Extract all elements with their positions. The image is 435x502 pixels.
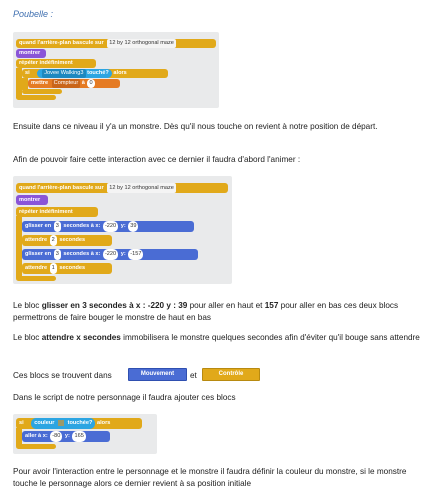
control-category-tag: Contrôle (202, 368, 260, 381)
secs-input: 3 (54, 221, 61, 232)
p5-text-1: Ces blocs se trouvent dans (13, 371, 112, 380)
goto-label: aller à x: (25, 433, 48, 439)
value-input: 0 (89, 80, 93, 86)
secs-input: 3 (54, 249, 61, 260)
paragraph-1: Ensuite dans ce niveau il y'a un monstre. Dès qu'il nous touche on revient à notre position de départ. (13, 122, 378, 131)
x-input: -220 (103, 249, 118, 260)
y-label: y: (64, 433, 70, 439)
paragraph-7: Pour avoir l'interaction entre le personnage et le monstre il faudra définir la couleur du monstre, si le monstre touche le personnage alors ce dernier revient à sa position initiale (13, 467, 407, 488)
wait-secs-input: 2 (50, 235, 57, 246)
backdrop-dropdown: 12 by 12 orthogonal maze (109, 185, 174, 191)
motion-category-tag: Mouvement (128, 368, 187, 381)
script-image-1 (13, 32, 219, 108)
glide-label: glisser en (25, 251, 52, 257)
paragraph-3 (13, 300, 423, 323)
color-touching-condition (31, 418, 95, 429)
script-image-3 (13, 414, 157, 454)
hat-block (16, 39, 216, 48)
touching-condition (37, 69, 112, 78)
y-label: y: (120, 251, 126, 257)
show-block: montrer (16, 49, 46, 58)
glide-mid-label: secondes à x: (63, 223, 101, 229)
p4-text-2: immobilisera le monstre quelques secondes afin d'éviter qu'il bouge sans attendre (120, 333, 420, 342)
section-heading: Poubelle : (13, 9, 54, 19)
p4-text-1: Le bloc (13, 333, 42, 342)
hat-label: quand l'arrière-plan bascule sur (19, 40, 104, 46)
if-bottom (16, 444, 56, 449)
if-label: si (19, 420, 24, 426)
hat-block (16, 183, 228, 193)
forever-block: répéter indéfiniment (16, 207, 98, 217)
wait-block-2 (22, 263, 112, 274)
forever-bottom (16, 95, 56, 100)
then-label: alors (97, 420, 111, 426)
wait-label: attendre (25, 265, 48, 271)
show-block: montrer (16, 195, 48, 205)
script-image-2 (13, 176, 232, 284)
forever-bottom (16, 276, 56, 281)
p5-and-text: et (190, 371, 197, 380)
to-label: à (81, 80, 85, 86)
wait-block-1 (22, 235, 112, 246)
x-input: -220 (103, 221, 118, 232)
if-label: si (25, 70, 30, 76)
variable-dropdown: Compteur (53, 80, 79, 86)
y-input: -157 (128, 249, 143, 260)
color-swatch (58, 420, 64, 426)
if-block (16, 418, 142, 429)
p3-bold-2: 157 (264, 301, 279, 310)
if-block (22, 69, 168, 78)
wait-unit-label: secondes (59, 265, 86, 271)
y-input: 165 (72, 431, 85, 442)
wait-secs-input: 1 (50, 263, 57, 274)
y-label: y: (120, 223, 126, 229)
p4-bold-1: attendre x secondes (41, 333, 121, 342)
forever-block: répéter indéfiniment (16, 59, 96, 68)
wait-unit-label: secondes (59, 237, 86, 243)
p3-text-1: Le bloc (13, 301, 42, 310)
paragraph-4 (13, 332, 423, 344)
paragraph-6: Dans le script de notre personnage il faudra ajouter ces blocs (13, 393, 236, 402)
p3-text-2: pour aller en haut et (187, 301, 265, 310)
color-label: couleur (34, 420, 55, 426)
set-label: mettre (31, 80, 49, 86)
x-input: -80 (50, 431, 62, 442)
p3-text-3: pour aller en bas ces deux blocs permettrons de faire bouger le monstre de haut en bas (13, 301, 399, 322)
if-bottom (22, 89, 62, 94)
paragraph-2: Afin de pouvoir faire cette interaction avec ce dernier il faudra d'abord l'animer : (13, 155, 301, 164)
then-label: alors (113, 70, 127, 76)
glide-block-2 (22, 249, 198, 260)
y-input: 39 (128, 221, 138, 232)
hat-label: quand l'arrière-plan bascule sur (19, 185, 104, 191)
backdrop-dropdown: 12 by 12 orthogonal maze (109, 40, 174, 46)
wait-label: attendre (25, 237, 48, 243)
glide-block-1 (22, 221, 194, 232)
sprite-dropdown: Jovee Walking3 (44, 70, 84, 76)
set-variable-block (28, 79, 120, 88)
p3-bold-1: glisser en 3 secondes à x : -220 y : 39 (41, 301, 188, 310)
touched-label: touchée? (67, 420, 93, 426)
glide-label: glisser en (25, 223, 52, 229)
touching-label: touché? (87, 70, 109, 76)
glide-mid-label: secondes à x: (63, 251, 101, 257)
goto-block (22, 431, 110, 442)
